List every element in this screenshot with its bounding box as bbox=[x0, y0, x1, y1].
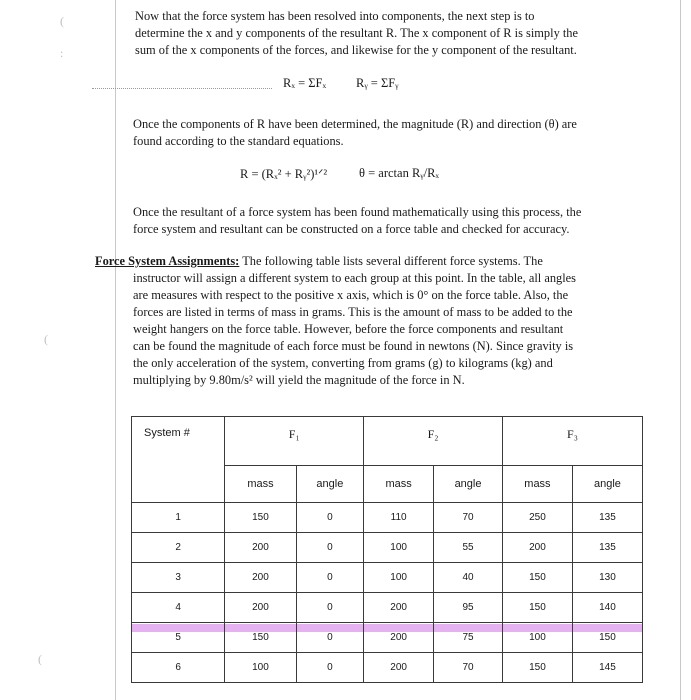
para3-line-2: force system and resultant can be constructed on a force table and checked for accuracy. bbox=[133, 222, 570, 236]
f3-angle-cell: 130 bbox=[572, 563, 642, 593]
section-line-7: the only acceleration of the system, converting from grams (g) to kilograms (kg) and bbox=[133, 356, 553, 370]
para2-line-2: found according to the standard equations. bbox=[133, 134, 344, 148]
f3-mass-cell: 250 bbox=[502, 503, 572, 533]
intro-line-1: Now that the force system has been resolved into components, the next step is to bbox=[135, 9, 535, 23]
intro-line-3: sum of the x components of the forces, and likewise for the y component of the resultant. bbox=[135, 43, 577, 57]
f2-angle-cell: 95 bbox=[434, 593, 503, 623]
section-line-3: are measures with respect to the positive x axis, which is 0° on the force table. Also, the bbox=[133, 288, 569, 302]
margin-mark: ( bbox=[44, 332, 48, 346]
table-header-row bbox=[132, 417, 643, 466]
f1-angle-cell: 0 bbox=[296, 563, 364, 593]
table-row bbox=[132, 503, 643, 533]
f3-angle-cell: 135 bbox=[572, 533, 642, 563]
margin-mark: ( bbox=[38, 652, 42, 666]
f2-angle-cell: 75 bbox=[434, 623, 503, 653]
f1-angle-cell: 0 bbox=[296, 593, 364, 623]
system-number-cell: 1 bbox=[132, 503, 225, 533]
equation-rx: Rₓ = ΣFₓ bbox=[283, 76, 327, 90]
f1-mass-cell: 200 bbox=[225, 563, 296, 593]
f2-mass-cell: 100 bbox=[364, 533, 434, 563]
f2-angle-cell: 70 bbox=[434, 503, 503, 533]
section-first-line bbox=[95, 253, 543, 270]
margin-mark: ( bbox=[60, 14, 64, 28]
f3-mass-cell: 200 bbox=[502, 533, 572, 563]
section-line-4: forces are listed in terms of mass in grams. This is the amount of mass to be added to the bbox=[133, 305, 573, 319]
f3-mass-cell: 150 bbox=[502, 653, 572, 683]
f2-angle-cell: 70 bbox=[434, 653, 503, 683]
f1-mass-cell: 150 bbox=[225, 623, 296, 653]
section-line-8: multiplying by 9.80m/s² will yield the magnitude of the force in N. bbox=[133, 373, 465, 387]
f2-mass-cell: 200 bbox=[364, 593, 434, 623]
f3-angle-cell: 150 bbox=[572, 623, 642, 653]
force-1-header: F₁ bbox=[225, 417, 364, 466]
f2-mass-cell: 200 bbox=[364, 623, 434, 653]
f2-mass-cell: 200 bbox=[364, 653, 434, 683]
subheader-mass: mass bbox=[225, 466, 296, 503]
section-line-2: instructor will assign a different system to each group at this point. In the table, all angles bbox=[133, 271, 576, 285]
f1-mass-cell: 150 bbox=[225, 503, 296, 533]
f2-angle-cell: 55 bbox=[434, 533, 503, 563]
section-line-1: The following table lists several different force systems. The bbox=[242, 254, 543, 268]
equation-direction: θ = arctan Rᵧ/Rₓ bbox=[359, 166, 440, 180]
f2-mass-cell: 100 bbox=[364, 563, 434, 593]
f3-mass-cell: 150 bbox=[502, 563, 572, 593]
section-line-5: weight hangers on the force table. However, before the force components and resultant bbox=[133, 322, 564, 336]
force-systems-table bbox=[131, 416, 643, 683]
f3-angle-cell: 145 bbox=[572, 653, 642, 683]
system-number-cell: 5 bbox=[132, 623, 225, 653]
f1-mass-cell: 200 bbox=[225, 533, 296, 563]
table-row bbox=[132, 593, 643, 623]
subheader-mass: mass bbox=[502, 466, 572, 503]
f3-angle-cell: 140 bbox=[572, 593, 642, 623]
table-row bbox=[132, 623, 643, 653]
section-line-6: can be found the magnitude of each force must be found in newtons (N). Since gravity is bbox=[133, 339, 574, 353]
margin-mark: : bbox=[60, 46, 64, 60]
f1-mass-cell: 200 bbox=[225, 593, 296, 623]
table-row bbox=[132, 533, 643, 563]
section-title: Force System Assignments: bbox=[95, 254, 240, 268]
system-number-cell: 3 bbox=[132, 563, 225, 593]
f3-mass-cell: 100 bbox=[502, 623, 572, 653]
force-3-header: F₃ bbox=[502, 417, 642, 466]
table-row bbox=[132, 653, 643, 683]
f1-angle-cell: 0 bbox=[296, 623, 364, 653]
force-2-header: F₂ bbox=[364, 417, 503, 466]
intro-line-2: determine the x and y components of the resultant R. The x component of R is simply the bbox=[135, 26, 578, 40]
equation-magnitude: R = (Rₓ² + Rᵧ²)¹ᐟ² bbox=[240, 167, 328, 181]
table-row bbox=[132, 563, 643, 593]
system-header: System # bbox=[132, 417, 225, 503]
para3-line-1: Once the resultant of a force system has been found mathematically using this process, the bbox=[133, 205, 582, 219]
system-number-cell: 4 bbox=[132, 593, 225, 623]
f3-angle-cell: 135 bbox=[572, 503, 642, 533]
equation-ry: Rᵧ = ΣFᵧ bbox=[356, 76, 399, 90]
table-body bbox=[132, 503, 643, 683]
system-number-cell: 6 bbox=[132, 653, 225, 683]
subheader-angle: angle bbox=[434, 466, 503, 503]
f1-angle-cell: 0 bbox=[296, 503, 364, 533]
subheader-angle: angle bbox=[296, 466, 364, 503]
f2-angle-cell: 40 bbox=[434, 563, 503, 593]
f3-mass-cell: 150 bbox=[502, 593, 572, 623]
para2-line-1: Once the components of R have been determined, the magnitude (R) and direction (θ) are bbox=[133, 117, 577, 131]
f1-angle-cell: 0 bbox=[296, 653, 364, 683]
f1-mass-cell: 100 bbox=[225, 653, 296, 683]
f1-angle-cell: 0 bbox=[296, 533, 364, 563]
subheader-mass: mass bbox=[364, 466, 434, 503]
system-number-cell: 2 bbox=[132, 533, 225, 563]
leader-dots bbox=[92, 88, 272, 89]
subheader-angle: angle bbox=[572, 466, 642, 503]
f2-mass-cell: 110 bbox=[364, 503, 434, 533]
